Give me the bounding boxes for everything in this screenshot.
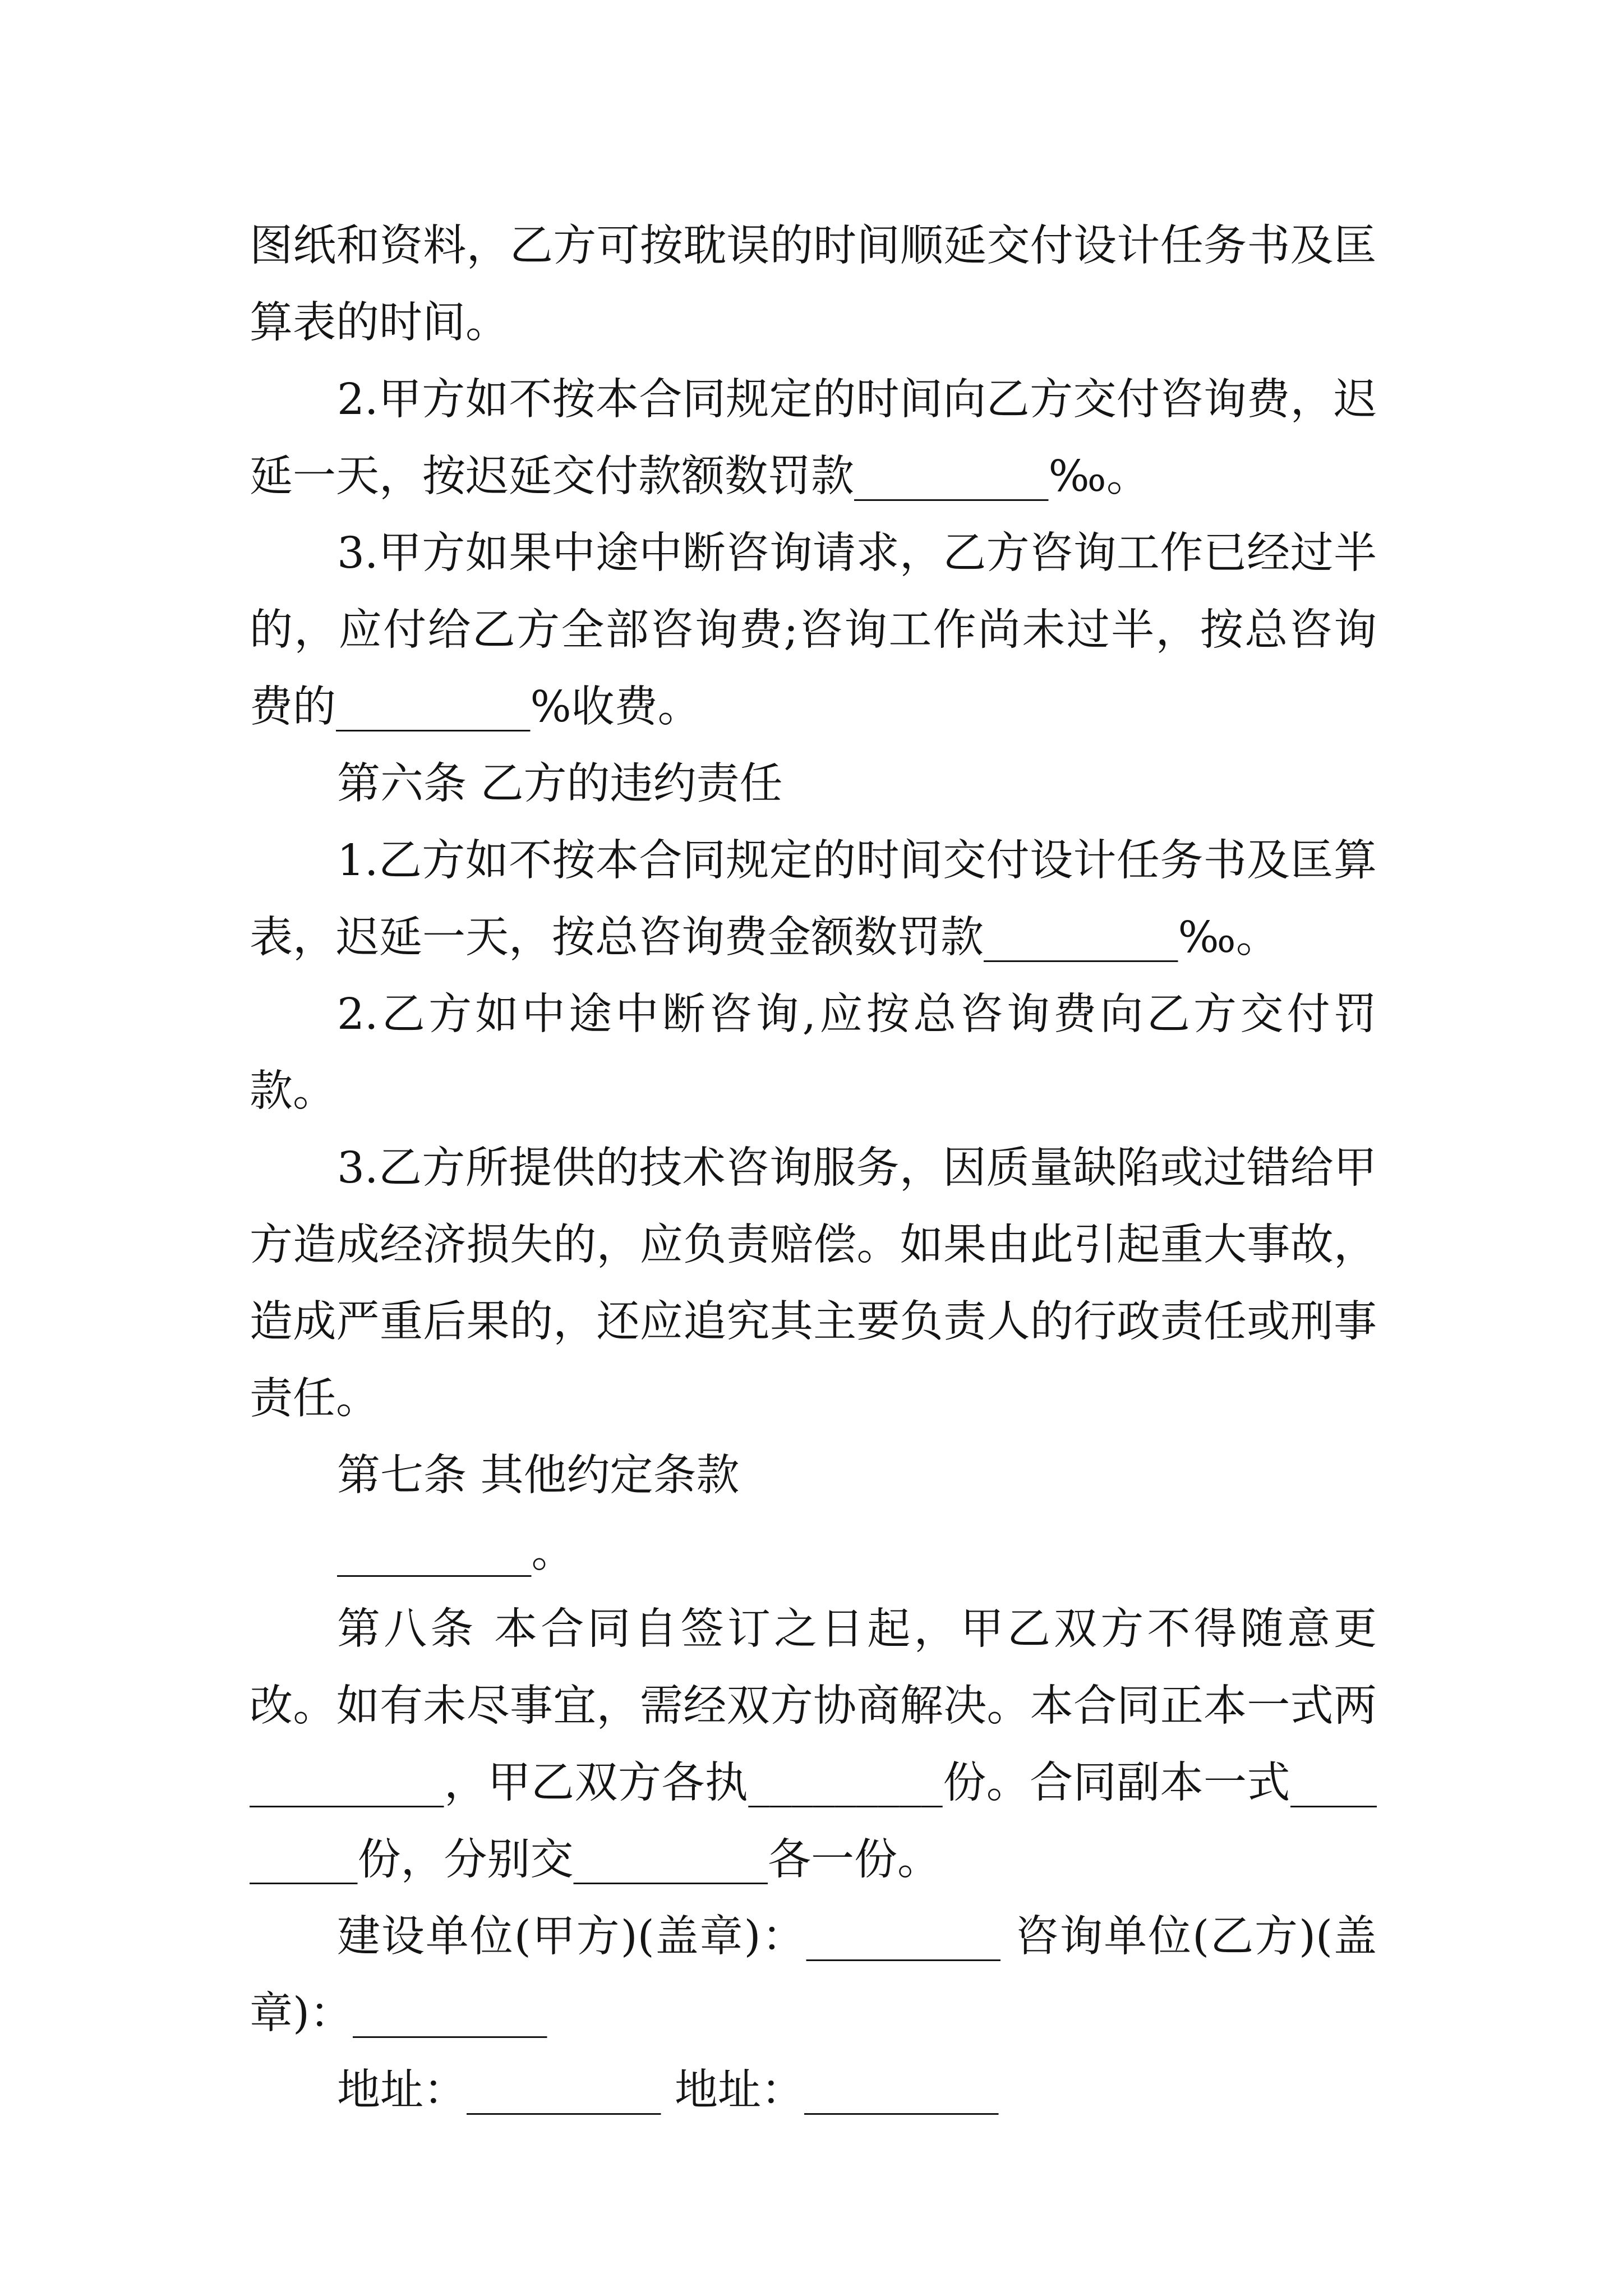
clause-7-blank: _________。 bbox=[337, 1527, 575, 1577]
document-page bbox=[250, 208, 1377, 2129]
clause-6-item-1: 1.乙方如不按本合同规定的时间交付设计任务书及匡算表，迟延一天，按总咨询费金额数罚款_________‰。 bbox=[250, 836, 1377, 963]
clause-6-item-2: 2.乙方如中途中断咨询,应按总咨询费向乙方交付罚款。 bbox=[250, 990, 1377, 1116]
paragraph-drawings-delay: 图纸和资料，乙方可按耽误的时间顺延交付设计任务书及匡算表的时间。 bbox=[250, 221, 1377, 348]
signature-units: 建设单位(甲方)(盖章)：_________ 咨询单位(乙方)(盖章)：_________ bbox=[250, 1912, 1377, 2039]
clause-5-item-2: 2.甲方如不按本合同规定的时间向乙方交付咨询费，迟延一天，按迟延交付款额数罚款_________‰。 bbox=[250, 375, 1377, 501]
clause-6-heading: 第六条 乙方的违约责任 bbox=[337, 759, 783, 809]
clause-6-item-3: 3.乙方所提供的技术咨询服务，因质量缺陷或过错给甲方造成经济损失的，应负责赔偿。如果由此引起重大事故，造成严重后果的，还应追究其主要负责人的行政责任或刑事责任。 bbox=[250, 1143, 1377, 1424]
address-line: 地址：_________ 地址：_________ bbox=[337, 2065, 999, 2115]
clause-7-heading: 第七条 其他约定条款 bbox=[337, 1451, 740, 1501]
clause-5-item-3: 3.甲方如果中途中断咨询请求，乙方咨询工作已经过半的，应付给乙方全部咨询费;咨询工作尚未过半，按总咨询费的_________%收费。 bbox=[250, 528, 1377, 732]
clause-8: 第八条 本合同自签订之日起，甲乙双方不得随意更改。如有未尽事宜，需经双方协商解决。本合同正本一式两_________，甲乙双方各执_________份。合同副本一式_________份，分别交_________各一份。 bbox=[250, 1604, 1377, 1885]
